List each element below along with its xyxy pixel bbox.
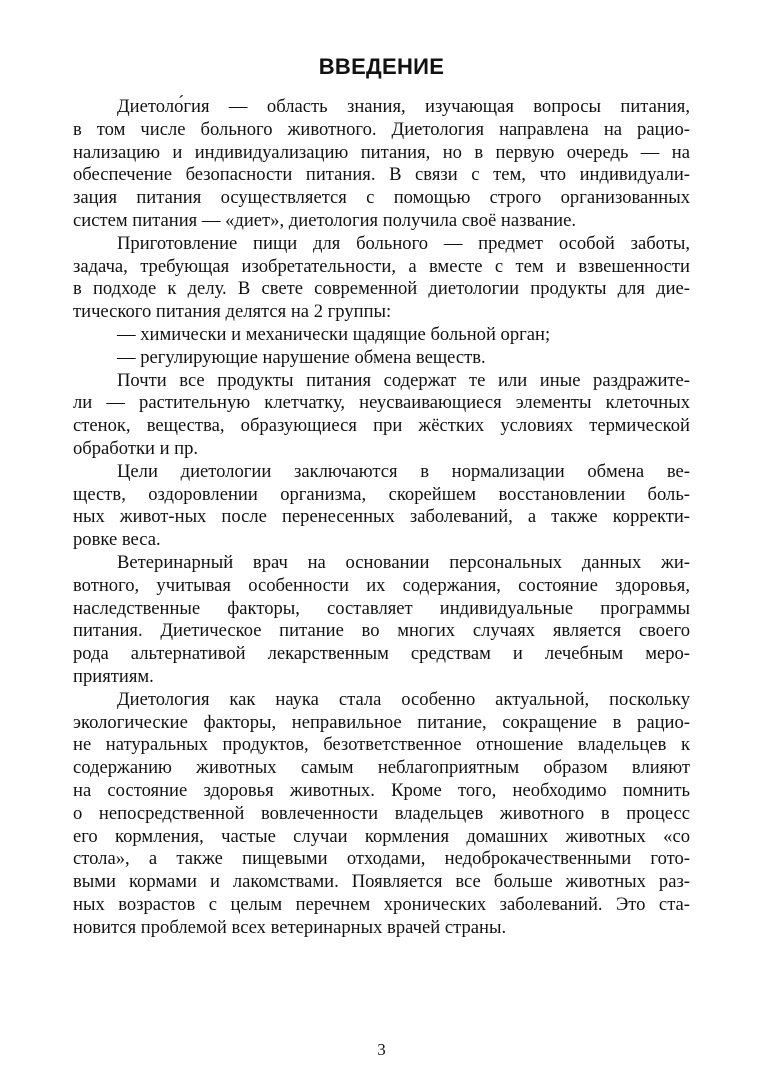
text-line: на состояние здоровья животных. Кроме того, необходимо помнить: [73, 779, 690, 801]
document-body: [73, 96, 690, 939]
list-item: — регулирующие нарушение обмена веществ.: [117, 346, 486, 368]
text-line: ли — растительную клетчатку, неусваивающиеся элементы клеточных: [73, 392, 690, 414]
text-line: Приготовление пищи для больного — предмет особой заботы,: [117, 232, 690, 254]
text-line: обеспечение безопасности питания. В связи с тем, что индивидуали-: [73, 164, 690, 186]
text-line: в том числе больного животного. Диетология направлена на рацио-: [73, 118, 690, 140]
text-line: о непосредственной вовлеченности владельцев животного в процесс: [73, 802, 690, 824]
text-line: его кормления, частые случаи кормления домашних животных «со: [73, 825, 690, 847]
page-number: 3: [377, 1040, 386, 1059]
text-line: обработки и пр.: [73, 437, 199, 459]
text-line: не натуральных продуктов, безответственное отношение владельцев к: [73, 734, 690, 756]
text-line: ных живот-ных после перенесенных заболеваний, а также корректи-: [73, 506, 690, 528]
text-line: питания. Диетическое питание во многих случаях является своего: [73, 620, 690, 642]
text-line: ществ, оздоровлении организма, скорейшем восстановлении боль-: [73, 483, 690, 505]
text-line: приятиям.: [73, 665, 154, 687]
text-line: наследственные факторы, составляет индивидуальные программы: [73, 597, 690, 619]
page-title: ВВЕДЕНИЕ: [318, 54, 445, 79]
text-line: содержанию животных самым неблагоприятным образом влияют: [73, 757, 690, 779]
text-line: зация питания осуществляется с помощью строго организованных: [73, 187, 690, 209]
text-line: Ветеринарный врач на основании персональных данных жи-: [117, 551, 690, 573]
text-line: задача, требующая изобретательности, а вместе с тем и взвешенности: [73, 255, 690, 277]
text-line: в подходе к делу. В свете современной диетологии продукты для дие-: [73, 278, 690, 300]
text-line: ровке веса.: [73, 529, 161, 551]
text-line: Цели диетологии заключаются в нормализации обмена ве-: [117, 460, 690, 482]
text-line: Диетоло́гия — область знания, изучающая вопросы питания,: [117, 96, 690, 117]
text-line: вотного, учитывая особенности их содержания, состояние здоровья,: [73, 574, 690, 596]
text-line: новится проблемой всех ветеринарных врачей страны.: [73, 916, 507, 938]
text-line: стенок, вещества, образующиеся при жёстких условиях термической: [73, 415, 690, 437]
text-line: рода альтернативой лекарственным средствам и лечебным меро-: [73, 643, 690, 665]
list-item: — химически и механически щадящие больной орган;: [117, 323, 551, 345]
text-line: Почти все продукты питания содержат те или иные раздражите-: [117, 369, 690, 391]
text-line: стола», а также пищевыми отходами, недоброкачественными гото-: [73, 848, 690, 870]
text-line: выми кормами и лакомствами. Появляется все больше животных раз-: [73, 871, 690, 893]
text-line: тического питания делятся на 2 группы:: [73, 301, 392, 323]
text-line: нализацию и индивидуализацию питания, но в первую очередь — на: [73, 141, 690, 163]
text-line: ных возрастов с целым перечнем хронических заболеваний. Это ста-: [73, 893, 690, 915]
text-line: экологические факторы, неправильное питание, сокращение в рацио-: [73, 711, 690, 733]
text-line: систем питания — «диет», диетология получила своё название.: [73, 209, 577, 231]
text-line: Диетология как наука стала особенно актуальной, поскольку: [117, 688, 690, 710]
